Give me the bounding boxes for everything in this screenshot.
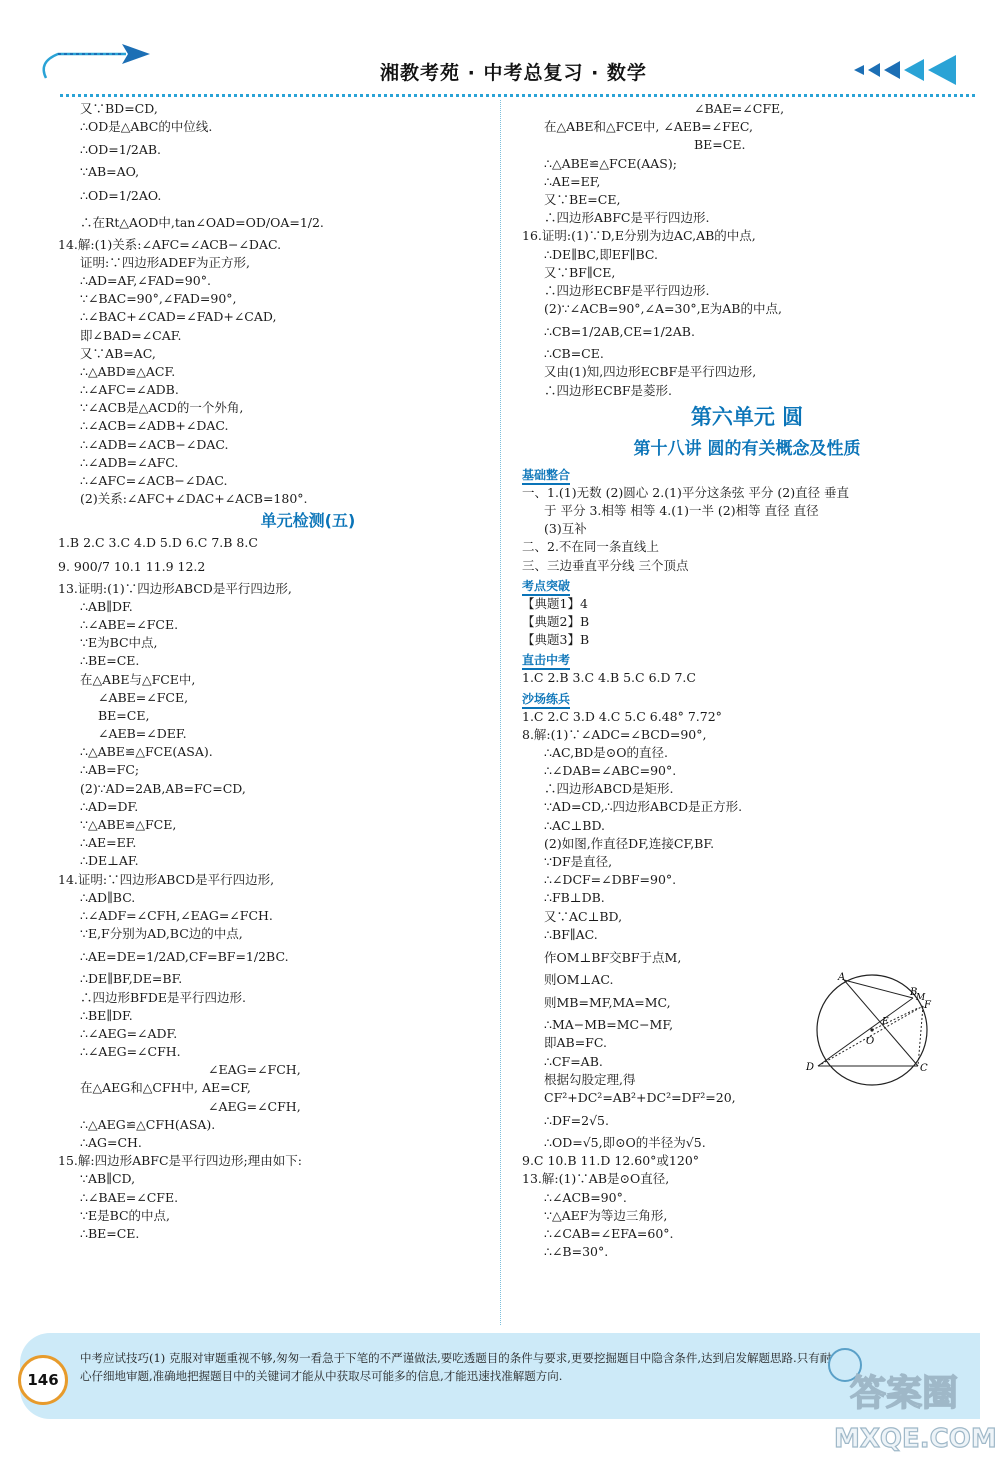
solution-line: 14.解:(1)关系:∠AFC=∠ACB−∠DAC. [58, 236, 282, 252]
practice-answer-line: 13.解:(1)∵AB是⊙O直径, [522, 1171, 670, 1187]
page-title: 湘教考苑 · 中考总复习 · 数学 [380, 62, 647, 84]
practice-answer-line: ∴FB⊥DB. [544, 890, 605, 906]
practice-answer-line: 又∵AC⊥BD, [544, 908, 623, 924]
practice-answer-line: 则MB=MF,MA=MC, [544, 995, 671, 1011]
watermark-text: MXQE.COM [834, 1424, 997, 1454]
unit-test-line: 9. 900/7 10.1 11.9 12.2 [58, 558, 206, 574]
unit-test-line: ∴AD=DF. [80, 798, 139, 814]
solution-line: ∴△ABD≌△ACF. [80, 363, 176, 379]
practice-answer-line: ∴AC⊥BD. [544, 817, 606, 833]
unit-test-line: ∴AE=DE=1/2AD,CF=BF=1/2BC. [80, 949, 289, 965]
solution-line: ∵∠BAC=90°,∠FAD=90°, [80, 291, 237, 307]
label-d: D [806, 1062, 815, 1073]
practice-answer-line: 作OM⊥BF交BF于点M, [544, 949, 682, 965]
solution-line: 16.证明:(1)∵D,E分别为边AC,AB的中点, [522, 228, 756, 244]
unit-test-line: ∴BE=CE. [80, 1225, 140, 1241]
unit-test-line: 在△AEG和△CFH中, AE=CF, [80, 1080, 251, 1096]
example-answer-line: 【典题1】4 [522, 595, 588, 611]
unit-test-line: ∴∠ABE=∠FCE. [80, 616, 179, 632]
unit-test-line: ∠AEB=∠DEF. [98, 726, 187, 742]
unit-test-line: ∵AB∥CD, [80, 1171, 136, 1187]
header-dotted-rule [60, 94, 975, 97]
unit-test-line: ∴AG=CH. [80, 1135, 142, 1150]
unit-test-line: 14.证明:∵四边形ABCD是平行四边形, [58, 871, 275, 887]
solution-line: ∴∠ADB=∠ACB−∠DAC. [80, 436, 229, 452]
practice-answer-line: 则OM⊥AC. [544, 971, 614, 987]
solution-line: ∴∠AFC=∠ADB. [80, 382, 179, 398]
basic-answer-line: 一、1.(1)无数 (2)圆心 2.(1)平分这条弦 平分 (2)直径 垂直 [522, 484, 850, 500]
solution-line: ∴∠AFC=∠ACB−∠DAC. [80, 473, 228, 488]
basic-answer-line: 于 平分 3.相等 相等 4.(1)一半 (2)相等 直径 直径 [544, 503, 819, 518]
solution-line: ∴AE=EF, [544, 173, 601, 189]
unit-test-line: BE=CE, [98, 707, 150, 723]
practice-answer-line: ∴∠ACB=90°. [544, 1189, 627, 1205]
unit-test-line: (2)∵AD=2AB,AB=FC=CD, [80, 780, 246, 796]
basic-answer-line: (3)互补 [544, 521, 587, 537]
left-column [58, 100, 498, 1243]
page-footer [0, 1325, 1000, 1457]
solution-line: ∴AD=AF,∠FAD=90°. [80, 272, 211, 288]
unit-test-line: ∴DE⊥AF. [80, 853, 139, 869]
unit-test-line: ∴AE=EF. [80, 835, 137, 851]
unit-test-line: ∴△ABE≌△FCE(ASA). [80, 744, 213, 760]
practice-answer-line: ∴CF=AB. [544, 1053, 603, 1069]
example-answer-line: 【典题2】B [522, 613, 590, 629]
lecture-title: 第十八讲 圆的有关概念及性质 [633, 438, 861, 459]
unit-test-line: ∴AB=FC; [80, 762, 140, 778]
exam-answers: 1.C 2.B 3.C 4.B 5.C 6.D 7.C [522, 670, 696, 686]
solution-line: ∴OD是△ABC的中位线. [80, 119, 213, 135]
practice-answer-line: ∴∠DCF=∠DBF=90°. [544, 872, 677, 888]
solution-line: ∴∠ACB=∠ADB+∠DAC. [80, 418, 229, 434]
solution-line: ∴△ABE≌△FCE(AAS); [544, 155, 677, 171]
tag-key-points: 考点突破 [522, 578, 570, 596]
solution-line: ∴在Rt△AOD中,tan∠OAD=OD/OA=1/2. [80, 214, 324, 230]
unit-test-line: ∵E是BC的中点, [80, 1207, 171, 1223]
unit-test-line: ∴BE∥DF. [80, 1007, 133, 1023]
practice-answer-line: ∴MA−MB=MC−MF, [544, 1017, 674, 1033]
unit-test-line: 在△ABE与△FCE中, [80, 671, 196, 687]
practice-answer-line: 即AB=FC. [544, 1035, 607, 1051]
unit-test-line: 15.解:四边形ABFC是平行四边形;理由如下: [58, 1153, 302, 1169]
unit-test-line: ∴四边形BFDE是平行四边形. [80, 989, 246, 1005]
solution-line: ∴四边形ABFC是平行四边形. [544, 210, 710, 226]
solution-line: ∴OD=1/2AB. [80, 142, 161, 158]
practice-answer-line: ∴AC,BD是⊙O的直径. [544, 744, 668, 760]
triangles-decoration-icon [850, 55, 980, 85]
unit-test-line: ∴BE=CE. [80, 653, 140, 669]
practice-answer-line: 9.C 10.B 11.D 12.60°或120° [522, 1153, 700, 1169]
practice-answer-line: ∴DF=2√5. [544, 1113, 609, 1129]
label-b: B [910, 987, 918, 998]
solution-line: ∵AB=AO, [80, 164, 140, 180]
practice-answer-line: ∴∠DAB=∠ABC=90°. [544, 763, 677, 779]
basic-answer-line: 二、2.不在同一条直线上 [522, 539, 659, 555]
label-f: F [924, 1000, 931, 1011]
solution-line: ∴CB=CE. [544, 346, 604, 362]
page-number: 146 [18, 1355, 68, 1405]
solution-line: 又∵AB=AC, [80, 345, 156, 361]
solution-line: ∴四边形ECBF是菱形. [544, 382, 673, 398]
arrow-decoration-icon [36, 40, 156, 90]
practice-answer-line: ∴OD=√5,即⊙O的半径为√5. [544, 1135, 706, 1151]
solution-line: 又∵BF∥CE, [544, 264, 616, 280]
solution-line: 又由(1)知,四边形ECBF是平行四边形, [544, 364, 757, 380]
solution-line: ∴∠ADB=∠AFC. [80, 454, 179, 470]
solution-line: (2)关系:∠AFC+∠DAC+∠ACB=180°. [80, 491, 308, 507]
tag-practice: 沙场练兵 [522, 691, 570, 709]
practice-answer-line: 根据勾股定理,得 [544, 1071, 636, 1087]
unit-test-line: ∵E,F分别为AD,BC边的中点, [80, 926, 243, 942]
practice-answer-line: ∴四边形ABCD是矩形. [544, 781, 674, 797]
unit-test-line: 1.B 2.C 3.C 4.D 5.D 6.C 7.B 8.C [58, 535, 258, 551]
unit-test-line: ∵△ABE≌△FCE, [80, 817, 177, 832]
practice-answer-line: (2)如图,作直径DF,连接CF,BF. [544, 835, 715, 851]
solution-line: ∴∠BAC+∠CAD=∠FAD+∠CAD, [80, 309, 277, 325]
solution-line: (2)∵∠ACB=90°,∠A=30°,E为AB的中点, [544, 301, 782, 317]
solution-line: BE=CE. [694, 137, 746, 153]
practice-answer-line: 8.解:(1)∵∠ADC=∠BCD=90°, [522, 726, 707, 742]
practice-answer-line: ∴∠B=30°. [544, 1244, 609, 1260]
solution-line: 在△ABE和△FCE中, ∠AEB=∠FEC, [544, 119, 754, 135]
practice-answer-line: ∴∠CAB=∠EFA=60°. [544, 1226, 674, 1241]
solution-line: ∴四边形ECBF是平行四边形. [544, 282, 710, 298]
practice-answer-line: ∵△AEF为等边三角形, [544, 1207, 668, 1223]
solution-line: 又∵BE=CE, [544, 191, 621, 207]
unit-test-line: ∴∠AEG=∠ADF. [80, 1025, 178, 1041]
solution-line: ∴OD=1/2AO. [80, 187, 162, 203]
watermark-logo-icon [820, 1335, 1000, 1455]
tag-exam: 直击中考 [522, 652, 570, 670]
unit-title: 第六单元 圆 [690, 404, 804, 429]
circle-diagram [800, 968, 950, 1088]
example-answer-line: 【典题3】B [522, 632, 590, 648]
practice-answer-line: ∵DF是直径, [544, 854, 613, 869]
solution-line: ∠BAE=∠CFE, [694, 101, 785, 116]
solution-line: ∴DE∥BC,即EF∥BC. [544, 246, 658, 262]
tag-basic: 基础整合 [522, 467, 570, 485]
label-m: M [916, 993, 926, 1003]
label-c: C [920, 1063, 928, 1074]
watermark-logo-text: 答案圈 [850, 1373, 959, 1414]
footer-tip-text: 中考应试技巧(1) 克服对审题重视不够,匆匆一看急于下笔的不严谨做法,要吃透题目的条件与要求,更要挖掘题目中隐含条件,达到启发解题思路.只有耐心仔细地审题,准确地把握题目中的关键词才能从中获取尽可能多的信息,才能迅速找准解题方向. [80, 1351, 832, 1383]
page-header [0, 0, 1000, 100]
label-e: E [882, 1017, 889, 1027]
column-divider [500, 100, 501, 1325]
section-title-unit-test: 单元检测(五) [260, 511, 356, 531]
solution-line: 证明:∵四边形ADEF为正方形, [80, 254, 251, 270]
unit-test-line: ∴∠BAE=∠CFE. [80, 1189, 179, 1205]
unit-test-line: ∵E为BC中点, [80, 635, 158, 651]
unit-test-line: ∠AEG=∠CFH, [208, 1098, 301, 1114]
solution-line: ∴CB=1/2AB,CE=1/2AB. [544, 324, 695, 340]
unit-test-line: 13.证明:(1)∵四边形ABCD是平行四边形, [58, 580, 292, 596]
solution-line: ∵∠ACB是△ACD的一个外角, [80, 400, 244, 416]
solution-line: 即∠BAD=∠CAF. [80, 327, 182, 343]
unit-test-line: ∴AB∥DF. [80, 598, 133, 614]
practice-answer-line: ∴BF∥AC. [544, 926, 598, 942]
unit-test-line: ∴∠AEG=∠CFH. [80, 1044, 181, 1060]
solution-line: 又∵BD=CD, [80, 101, 158, 116]
unit-test-line: ∴DE∥BF,DE=BF. [80, 971, 183, 987]
unit-test-line: ∠EAG=∠FCH, [208, 1062, 301, 1078]
unit-test-line: ∠ABE=∠FCE, [98, 689, 189, 705]
unit-test-line: ∴AD∥BC. [80, 889, 136, 905]
unit-test-line: ∴∠ADF=∠CFH,∠EAG=∠FCH. [80, 907, 273, 923]
basic-answer-line: 三、三边垂直平分线 三个顶点 [522, 557, 689, 573]
label-o: O [866, 1036, 875, 1047]
unit-test-line: ∴△AEG≌△CFH(ASA). [80, 1116, 216, 1132]
practice-answer-line: ∵AD=CD,∴四边形ABCD是正方形. [544, 799, 743, 815]
practice-answer-line: 1.C 2.C 3.D 4.C 5.C 6.48° 7.72° [522, 708, 722, 724]
label-a: A [838, 972, 846, 983]
practice-answer-line: CF²+DC²=AB²+DC²=DF²=20, [544, 1089, 736, 1105]
